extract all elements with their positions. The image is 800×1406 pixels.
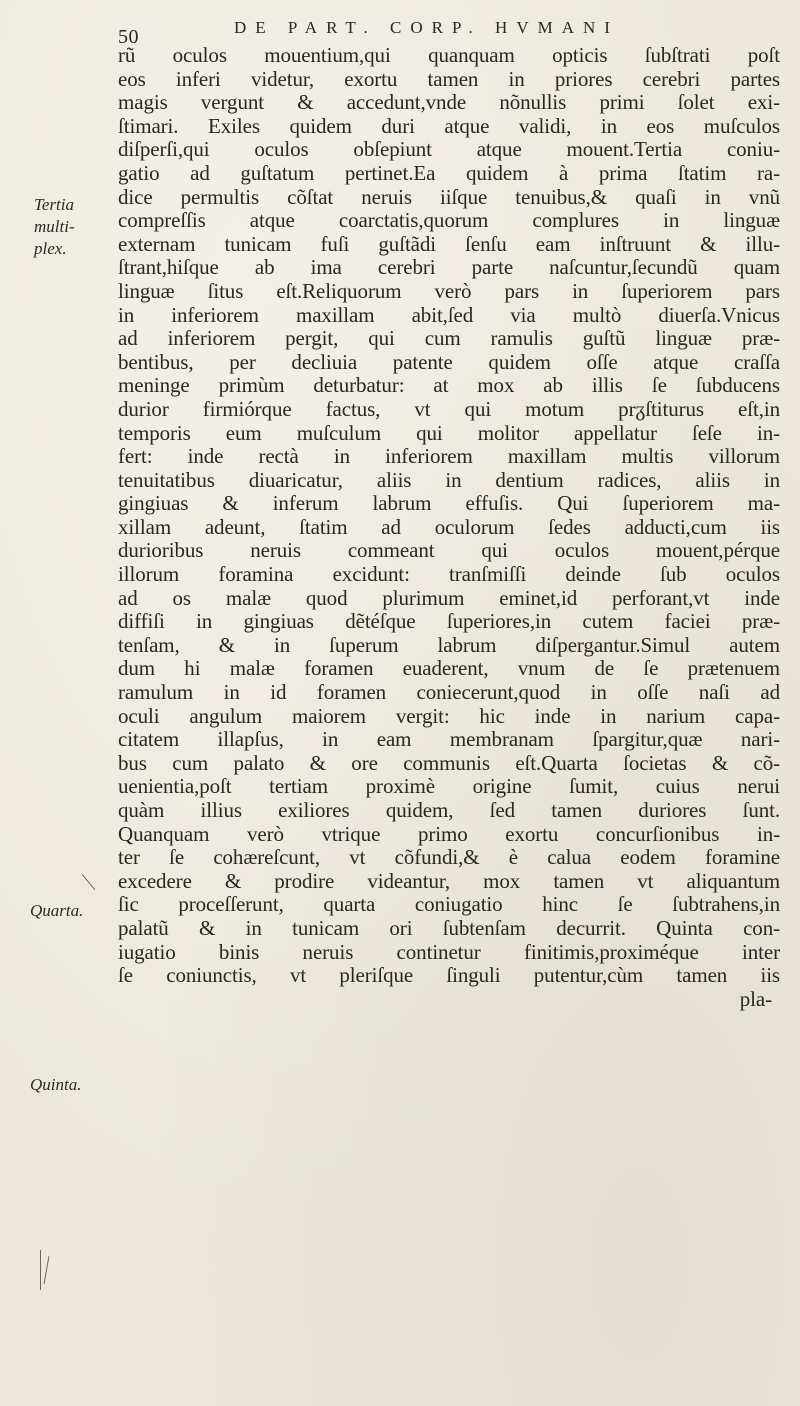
running-head xyxy=(118,14,778,48)
text-line: ad os malæ quod plurimum eminet,id perforant,vt inde xyxy=(118,586,780,610)
text-line: ramulum in id foramen coniecerunt,quod in oſſe naſi ad xyxy=(118,681,780,705)
text-line: meninge primùm deturbatur: at mox ab illis ſe ſubducens xyxy=(118,374,780,398)
text-line: Quanquam verò vtrique primo exortu concurſionibus in- xyxy=(118,822,780,846)
ink-mark xyxy=(40,1250,41,1290)
running-title: DE PART. CORP. HVMANI xyxy=(234,18,619,37)
text-line: ſe coniunctis, vt pleriſque ſinguli putentur,cùm tamen iis xyxy=(118,964,780,988)
text-line: durioribus neruis commeant qui oculos mouent,pérque xyxy=(118,539,780,563)
text-line: bus cum palato & ore communis eſt.Quarta ſocietas & cõ- xyxy=(118,751,780,775)
body-text xyxy=(118,44,780,1011)
ink-mark xyxy=(82,874,96,890)
text-line: gingiuas & inferum labrum effuſis. Qui ſuperiorem ma- xyxy=(118,492,780,516)
text-line: gatio ad guſtatum pertinet.Ea quidem à prima ſtatim ra- xyxy=(118,161,780,185)
margin-note-line: multi- xyxy=(34,217,75,236)
text-line: oculi angulum maiorem vergit: hic inde in narium capa- xyxy=(118,704,780,728)
margin-note-line: plex. xyxy=(34,239,67,258)
text-line: tenſam, & in ſuperum labrum diſpergantur.Simul autem xyxy=(118,633,780,657)
text-line: quàm illius exiliores quidem, ſed tamen duriores ſunt. xyxy=(118,799,780,822)
text-line: dum hi malæ foramen euaderent, vnum de ſe prætenuem xyxy=(118,657,780,681)
text-line: bentibus, per decliuia patente quidem oſſe atque craſſa xyxy=(118,350,780,374)
text-line: compreſſis atque coarctatis,quorum complures in linguæ xyxy=(118,209,780,233)
text-line: diſperſi,qui oculos obſepiunt atque mouent.Tertia coniu- xyxy=(118,138,780,162)
ink-mark xyxy=(44,1256,50,1284)
text-line: tenuitatibus diuaricatur, aliis in dentium radices, aliis in xyxy=(118,468,780,492)
text-line: ſtrant,hiſque ab ima cerebri parte naſcuntur,ſecundũ quam xyxy=(118,256,780,280)
text-line: pla- xyxy=(739,987,772,1011)
text-line: iugatio binis neruis continetur finitimis,proximéque inter xyxy=(118,940,780,964)
text-line: eos inferi videtur, exortu tamen in priores cerebri partes xyxy=(118,67,780,91)
text-line: magis vergunt & accedunt,vnde nõnullis primi ſolet exi- xyxy=(118,91,780,115)
text-line: fert: inde rectà in inferiorem maxillam multis villorum xyxy=(118,445,780,469)
text-line: linguæ ſitus eſt.Reliquorum verò pars in ſuperiorem pars xyxy=(118,279,780,303)
margin-note-line: Tertia xyxy=(34,195,75,214)
margin-note-quarta: Quarta. xyxy=(30,901,84,920)
text-line: externam tunicam fuſi guſtãdi ſenſu eam inſtruunt & illu- xyxy=(118,232,780,256)
page-number: 50 xyxy=(118,26,139,48)
text-line: temporis eum muſculum qui molitor appellatur ſeſe in- xyxy=(118,421,780,445)
text-line: durior firmiórque factus, vt qui motum prᵹſtiturus eſt,in xyxy=(118,397,780,421)
text-line: ter ſe cohæreſcunt, vt cõfundi,& è calua eodem foramine xyxy=(118,846,780,870)
text-line: xillam adeunt, ſtatim ad oculorum ſedes adducti,cum iis xyxy=(118,515,780,539)
text-line: citatem illapſus, in eam membranam ſpargitur,quæ nari- xyxy=(118,728,780,752)
text-line: in inferiorem maxillam abit,ſed via multò diuerſa.Vnicus xyxy=(118,303,780,327)
text-line: illorum foramina excidunt: tranſmiſſi deinde ſub oculos xyxy=(118,563,780,587)
margin-note-quinta: Quinta. xyxy=(30,1075,82,1094)
margin-note-tertia xyxy=(34,194,104,260)
text-line: uenientia,poſt tertiam proximè origine ſumit, cuius nerui xyxy=(118,775,780,799)
text-line: rũ oculos mouentium,qui quanquam opticis ſubſtrati poſt xyxy=(118,44,780,67)
text-line: diffiſi in gingiuas dẽtéſque ſuperiores,in cutem faciei præ- xyxy=(118,610,780,634)
text-line: ad inferiorem pergit, qui cum ramulis guſtũ linguæ præ- xyxy=(118,327,780,351)
text-line: ſic proceſſerunt, quarta coniugatio hinc ſe ſubtrahens,in xyxy=(118,893,780,917)
text-line: dice permultis cõſtat neruis iiſque tenuibus,& quaſi in vnũ xyxy=(118,185,780,209)
text-line: palatũ & in tunicam ori ſubtenſam decurrit. Quinta con- xyxy=(118,916,780,940)
text-line: ſtimari. Exiles quidem duri atque validi, in eos muſculos xyxy=(118,114,780,138)
text-line: excedere & prodire videantur, mox tamen vt aliquantum xyxy=(118,869,780,893)
